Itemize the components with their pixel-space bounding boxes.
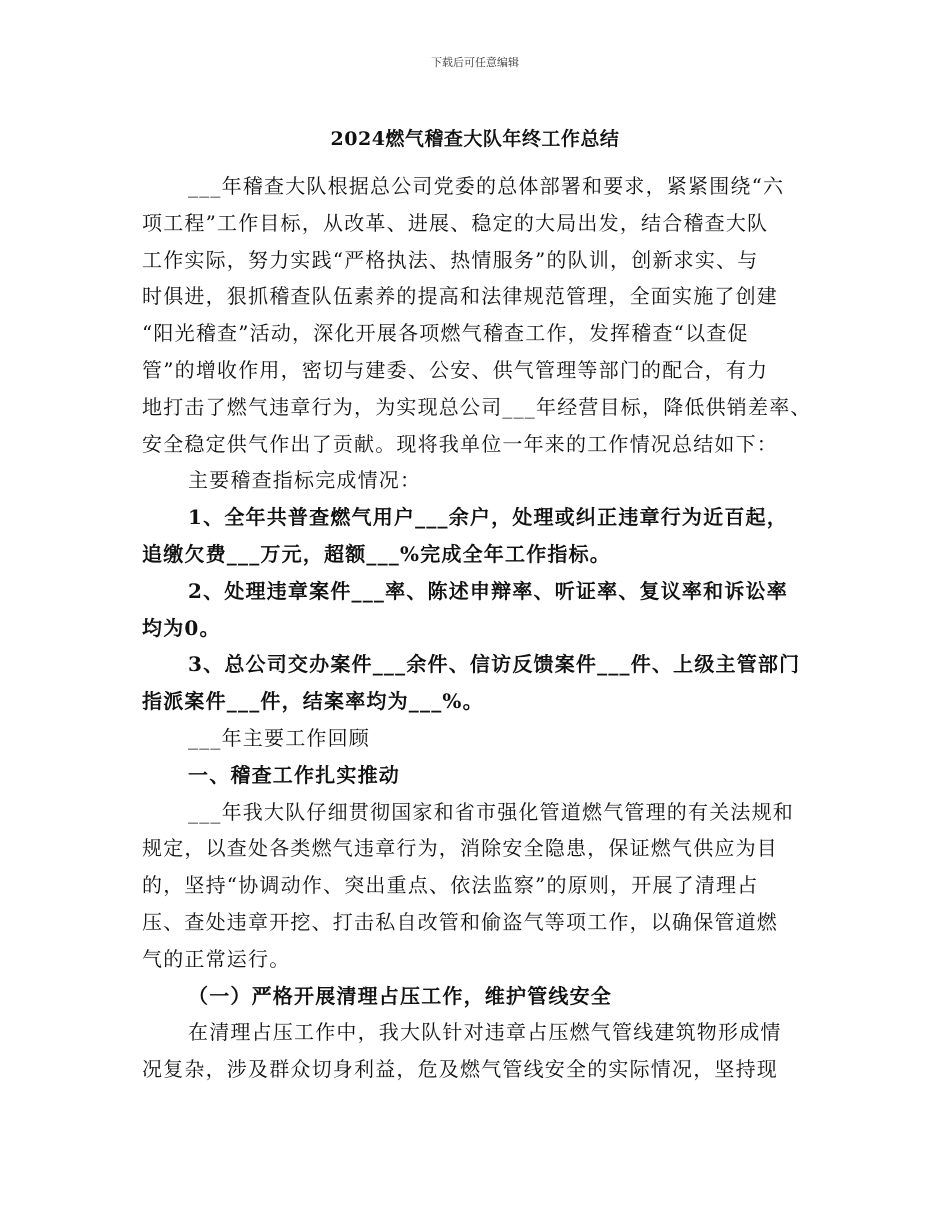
text-line: ___年主要工作回顾 (188, 725, 370, 750)
text-line: 均为0。 (142, 615, 221, 640)
text-line: 在清理占压工作中，我大队针对违章占压燃气管线建筑物形成情 (188, 1020, 782, 1045)
text-line: ___年我大队仔细贯彻国家和省市强化管道燃气管理的有关法规和 (188, 799, 794, 824)
text-line: 主要稽查指标完成情况： (188, 468, 422, 493)
text-line: 管”的增收作用，密切与建委、公安、供气管理等部门的配合，有力 (142, 357, 769, 382)
text-line: 2、处理违章案件___率、陈述申辩率、听证率、复议率和诉讼率 (188, 578, 788, 603)
text-line: 安全稳定供气作出了贡献。现将我单位一年来的工作情况总结如下： (142, 431, 778, 456)
section-heading: 一、稽查工作扎实推动 (188, 762, 400, 787)
text-line: 3、总公司交办案件___余件、信访反馈案件___件、上级主管部门 (188, 652, 801, 677)
page-header: 下载后可任意编辑 (431, 56, 519, 69)
text-line: 追缴欠费___万元，超额___%完成全年工作指标。 (142, 541, 612, 566)
text-line: ___年稽查大队根据总公司党委的总体部署和要求，紧紧围绕“六 (188, 174, 785, 198)
text-line: 规定，以查处各类燃气违章行为，消除安全隐患，保证燃气供应为目 (142, 836, 778, 861)
text-line: 气的正常运行。 (142, 946, 291, 971)
text-line: 的，坚持“协调动作、突出重点、依法监察”的原则，开展了清理占 (142, 873, 759, 898)
text-line: “阳光稽查”活动，深化开展各项燃气稽查工作，发挥稽查“以查促 (142, 321, 749, 346)
text-line: 况复杂，涉及群众切身利益，危及燃气管线安全的实际情况，坚持现 (142, 1057, 778, 1082)
text-line: 项工程”工作目标，从改革、进展、稳定的大局出发，结合稽查大队 (142, 210, 769, 235)
document-title: 2024燃气稽查大队年终工作总结 (330, 128, 620, 150)
text-line: 工作实际，努力实践“严格执法、热情服务”的队训，创新求实、与 (142, 247, 759, 272)
text-line: 地打击了燃气违章行为，为实现总公司___年经营目标，降低供销差率、 (142, 394, 812, 419)
text-line: 指派案件___件，结案率均为___%。 (142, 689, 484, 714)
document-body (142, 168, 822, 1088)
text-line: 时俱进，狠抓稽查队伍素养的提高和法律规范管理，全面实施了创建 (142, 284, 778, 309)
text-line: 压、查处违章开挖、打击私自改管和偷盗气等项工作，以确保管道燃 (142, 909, 778, 934)
subsection-heading: （一）严格开展清理占压工作，维护管线安全 (188, 983, 612, 1008)
text-line: 1、全年共普查燃气用户___余户，处理或纠正违章行为近百起， (188, 505, 788, 530)
